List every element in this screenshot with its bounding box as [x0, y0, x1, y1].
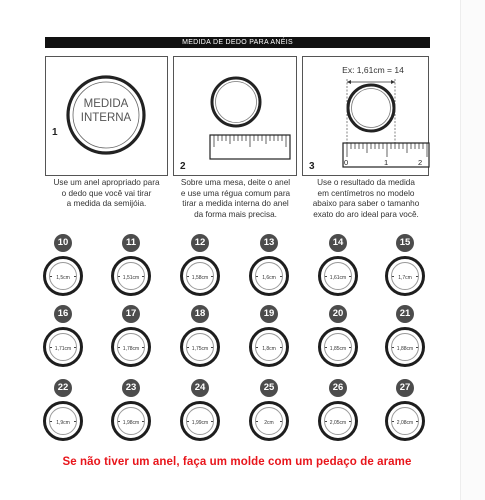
ring-icon	[180, 327, 220, 367]
caption-line: Use um anel apropriado para	[53, 178, 160, 187]
size-measure-label: 1,6cm	[258, 275, 280, 282]
size-measure-label: 1,85cm	[327, 346, 349, 353]
ring-icon	[249, 327, 289, 367]
size-number-badge: 19	[260, 305, 278, 323]
ring-icon	[385, 327, 425, 367]
size-number-badge: 17	[122, 305, 140, 323]
ring-inner	[391, 262, 419, 290]
step-1-panel	[45, 56, 168, 176]
ring-size-item	[377, 305, 437, 367]
ring-icon	[385, 401, 425, 441]
size-number-badge: 27	[396, 379, 414, 397]
ring-size-item	[35, 234, 95, 296]
ring-size-item	[377, 379, 437, 441]
ring-size-item	[103, 305, 163, 367]
ring-inner	[49, 262, 77, 290]
size-measure-label: 2,08cm	[394, 420, 416, 427]
size-measure-label: 1,88cm	[394, 346, 416, 353]
ring-inner	[324, 333, 352, 361]
ring-inner	[324, 407, 352, 435]
ring-icon	[318, 327, 358, 367]
ring-inner	[49, 333, 77, 361]
size-measure-label: 1,71cm	[52, 346, 74, 353]
caption-line: da forma mais precisa.	[194, 209, 277, 219]
ring-inner	[255, 262, 283, 290]
size-measure-label: 1,78cm	[120, 346, 142, 353]
ring-icon	[111, 401, 151, 441]
ring-inner	[117, 333, 145, 361]
step-2-caption	[172, 178, 299, 220]
ring-icon	[249, 256, 289, 296]
ring-size-item	[241, 305, 301, 367]
ring-label-line1: MEDIDA	[83, 98, 129, 110]
caption-line: em centímetros no modelo	[317, 188, 415, 198]
ring-inner	[186, 333, 214, 361]
size-number-badge: 10	[54, 234, 72, 252]
ring-inner	[117, 407, 145, 435]
size-measure-label: 1,75cm	[189, 346, 211, 353]
size-number-badge: 13	[260, 234, 278, 252]
size-number-badge: 22	[54, 379, 72, 397]
ring-inner	[391, 333, 419, 361]
ring-size-item	[310, 234, 370, 296]
ring-size-item	[103, 234, 163, 296]
size-measure-label: 1,99cm	[189, 420, 211, 427]
size-measure-label: 1,98cm	[120, 420, 142, 427]
ring-icon	[111, 327, 151, 367]
size-measure-label: 1,9cm	[52, 420, 74, 427]
step-3-caption	[302, 178, 430, 220]
example-text: Ex: 1,61cm = 14	[342, 65, 404, 75]
size-measure-label: 1,58cm	[189, 275, 211, 282]
ring-icon	[43, 401, 83, 441]
ring-inner	[255, 333, 283, 361]
ring-size-item	[377, 234, 437, 296]
ring-inner	[186, 407, 214, 435]
step-number: 2	[180, 161, 186, 172]
right-edge-panel	[460, 0, 485, 500]
ring-size-item	[310, 379, 370, 441]
step-3-panel	[302, 56, 429, 176]
ring-icon	[111, 256, 151, 296]
ring-inner	[391, 407, 419, 435]
caption-line: tirar a medida interna do anel	[182, 199, 289, 209]
size-number-badge: 23	[122, 379, 140, 397]
ring-size-item	[172, 234, 232, 296]
size-number-badge: 26	[329, 379, 347, 397]
ring-icon	[180, 401, 220, 441]
size-measure-label: 1,61cm	[327, 275, 349, 282]
size-number-badge: 20	[329, 305, 347, 323]
size-number-badge: 24	[191, 379, 209, 397]
size-number-badge: 16	[54, 305, 72, 323]
size-measure-label: 2cm	[258, 420, 280, 427]
ring-size-item	[172, 305, 232, 367]
caption-line: exato do aro ideal para você.	[313, 209, 419, 219]
ruler-tick-label-0: 0	[344, 158, 349, 167]
ruler-tick-label-1: 1	[384, 158, 389, 167]
ring-size-item	[35, 379, 95, 441]
ring-icon	[180, 256, 220, 296]
ring-inner	[117, 262, 145, 290]
ring-label	[68, 97, 144, 125]
ring-inner	[324, 262, 352, 290]
ring-size-item	[310, 305, 370, 367]
ring-icon	[318, 401, 358, 441]
size-number-badge: 18	[191, 305, 209, 323]
ruler-illustration	[174, 57, 298, 177]
ring-icon	[43, 327, 83, 367]
ring-size-item	[35, 305, 95, 367]
ring-icon	[249, 401, 289, 441]
size-measure-label: 1,51cm	[120, 275, 142, 282]
caption-line: o dedo que você vai tirar	[61, 188, 152, 198]
page-title: MEDIDA DE DEDO PARA ANÉIS	[45, 37, 430, 48]
ring-icon	[43, 256, 83, 296]
size-number-badge: 14	[329, 234, 347, 252]
ring-icon	[385, 256, 425, 296]
size-number-badge: 11	[122, 234, 140, 252]
ring-size-item	[172, 379, 232, 441]
ring-label-line2: INTERNA	[80, 112, 132, 124]
caption-line: Sobre uma mesa, deite o anel	[180, 178, 291, 187]
ruler-with-ring-illustration	[303, 57, 430, 177]
caption-line: e use uma régua comum para	[180, 188, 291, 198]
size-number-badge: 15	[396, 234, 414, 252]
ring-size-item	[241, 379, 301, 441]
size-number-badge: 21	[396, 305, 414, 323]
caption-line: abaixo para saber o tamanho	[312, 199, 420, 209]
step-1-caption	[43, 178, 170, 210]
size-measure-label: 1,7cm	[394, 275, 416, 282]
size-number-badge: 25	[260, 379, 278, 397]
caption-line: Use o resultado da medida	[317, 178, 415, 187]
ring-size-item	[241, 234, 301, 296]
size-measure-label: 1,5cm	[52, 275, 74, 282]
size-number-badge: 12	[191, 234, 209, 252]
footer-note: Se não tiver um anel, faça um molde com um pedaço de arame	[62, 456, 412, 468]
step-number: 1	[52, 127, 58, 138]
step-2-panel	[173, 56, 297, 176]
step-number: 3	[309, 161, 315, 172]
size-measure-label: 2,05cm	[327, 420, 349, 427]
ring-inner	[186, 262, 214, 290]
caption-line: a medida da semijóia.	[66, 199, 147, 209]
ruler-tick-label-2: 2	[418, 158, 423, 167]
ring-inner	[49, 407, 77, 435]
ring-size-item	[103, 379, 163, 441]
size-measure-label: 1,8cm	[258, 346, 280, 353]
ring-icon	[318, 256, 358, 296]
ring-inner	[255, 407, 283, 435]
